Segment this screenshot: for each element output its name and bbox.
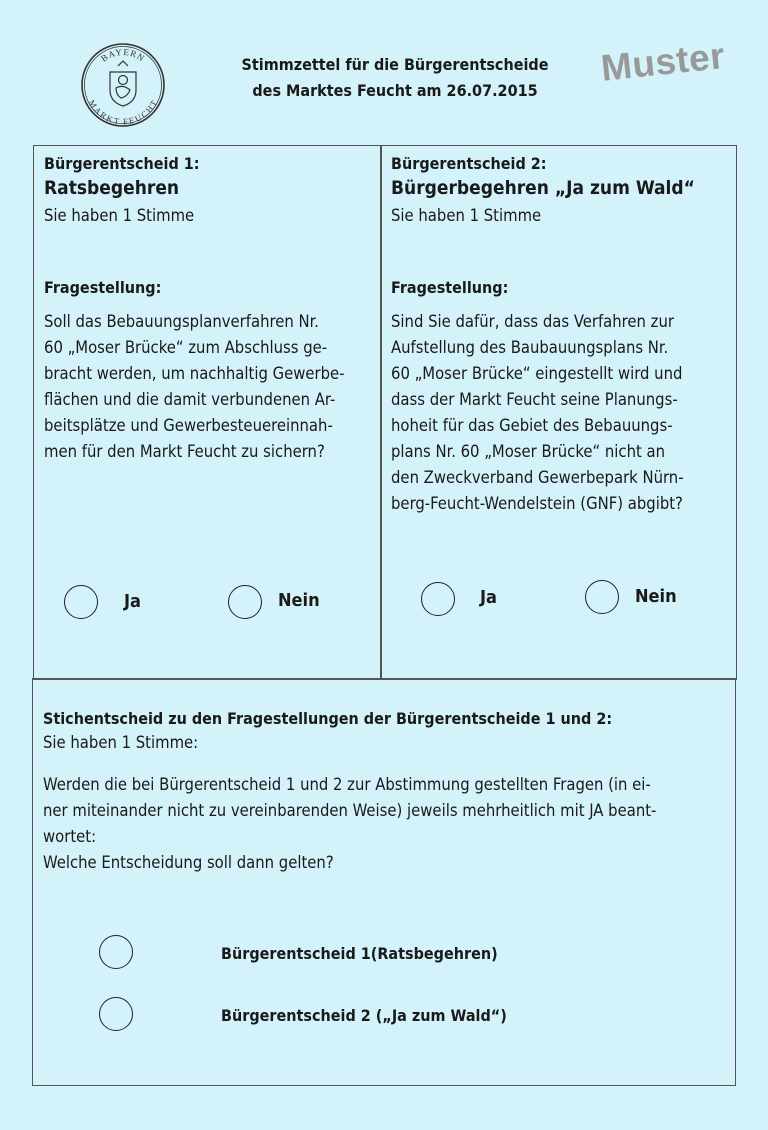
header-line-2: des Marktes Feucht am 26.07.2015 — [252, 81, 538, 100]
question-line: flächen und die damit verbundenen Ar- — [44, 390, 336, 409]
question-line: ner miteinander nicht zu vereinbarenden Weise) jeweils mehrheitlich mit JA beant- — [43, 801, 657, 820]
question-line: Aufstellung des Baubauungsplans Nr. — [391, 338, 669, 357]
market-seal — [80, 42, 166, 128]
entscheid-1-label: Bürgerentscheid 1: — [44, 154, 200, 173]
entscheid-2-yes-label: Ja — [480, 587, 497, 608]
stichentscheid-option-1-circle[interactable] — [99, 935, 133, 969]
stichentscheid-option-1-label: Bürgerentscheid 1(Ratsbegehren) — [221, 944, 498, 963]
stichentscheid-votes: Sie haben 1 Stimme: — [43, 733, 199, 752]
question-line: berg-Feucht-Wendelstein (GNF) abgibt? — [391, 494, 683, 513]
question-line: wortet: — [43, 827, 97, 846]
seal-text-top: BAYERN — [99, 46, 147, 64]
entscheid-1-question — [44, 309, 345, 465]
entscheid-2-question — [391, 309, 684, 517]
question-line: dass der Markt Feucht seine Planungs- — [391, 390, 678, 409]
ballot-header — [215, 52, 575, 104]
entscheid-1-question-label: Fragestellung: — [44, 278, 162, 297]
entscheid-2-no-circle[interactable] — [585, 580, 619, 614]
stichentscheid-box — [32, 678, 736, 1086]
question-line: bracht werden, um nachhaltig Gewerbe- — [44, 364, 345, 383]
question-line: beitsplätze und Gewerbesteuereinnah- — [44, 416, 333, 435]
question-line: 60 „Moser Brücke“ eingestellt wird und — [391, 364, 683, 383]
entscheid-1-box — [33, 145, 382, 680]
question-line: men für den Markt Feucht zu sichern? — [44, 442, 325, 461]
entscheid-2-no-label: Nein — [635, 586, 677, 607]
entscheid-1-no-label: Nein — [278, 590, 320, 611]
entscheid-2-title: Bürgerbegehren „Ja zum Wald“ — [391, 177, 695, 199]
stichentscheid-question — [43, 772, 656, 876]
entscheid-2-label: Bürgerentscheid 2: — [391, 154, 547, 173]
entscheid-1-no-circle[interactable] — [228, 585, 262, 619]
header-line-1: Stimmzettel für die Bürgerentscheide — [241, 55, 549, 74]
question-line: den Zweckverband Gewerbepark Nürn- — [391, 468, 684, 487]
stichentscheid-option-2-circle[interactable] — [99, 997, 133, 1031]
entscheid-1-yes-circle[interactable] — [64, 585, 98, 619]
entscheid-1-title: Ratsbegehren — [44, 177, 180, 199]
seal-emblem-icon — [110, 61, 136, 106]
seal-text-bottom: MARKT FEUCHT — [86, 98, 160, 127]
question-line: Werden die bei Bürgerentscheid 1 und 2 zur Abstimmung gestellten Fragen (in ei- — [43, 775, 651, 794]
question-line: Welche Entscheidung soll dann gelten? — [43, 853, 334, 872]
question-line: plans Nr. 60 „Moser Brücke“ nicht an — [391, 442, 666, 461]
entscheid-2-votes: Sie haben 1 Stimme — [391, 206, 542, 225]
entscheid-1-yes-label: Ja — [124, 591, 141, 612]
entscheid-1-votes: Sie haben 1 Stimme — [44, 206, 195, 225]
svg-text:MARKT FEUCHT — [87, 98, 160, 127]
question-line: hoheit für das Gebiet des Bebauungs- — [391, 416, 673, 435]
question-line: Soll das Bebauungsplanverfahren Nr. — [44, 312, 319, 331]
sample-watermark: Muster — [599, 35, 727, 89]
stichentscheid-option-2-label: Bürgerentscheid 2 („Ja zum Wald“) — [221, 1006, 507, 1025]
question-line: 60 „Moser Brücke“ zum Abschluss ge- — [44, 338, 328, 357]
entscheid-2-box — [380, 145, 737, 680]
entscheid-2-yes-circle[interactable] — [421, 582, 455, 616]
entscheid-2-question-label: Fragestellung: — [391, 278, 509, 297]
stichentscheid-title: Stichentscheid zu den Fragestellungen der Bürgerentscheide 1 und 2: — [43, 709, 613, 728]
question-line: Sind Sie dafür, dass das Verfahren zur — [391, 312, 674, 331]
